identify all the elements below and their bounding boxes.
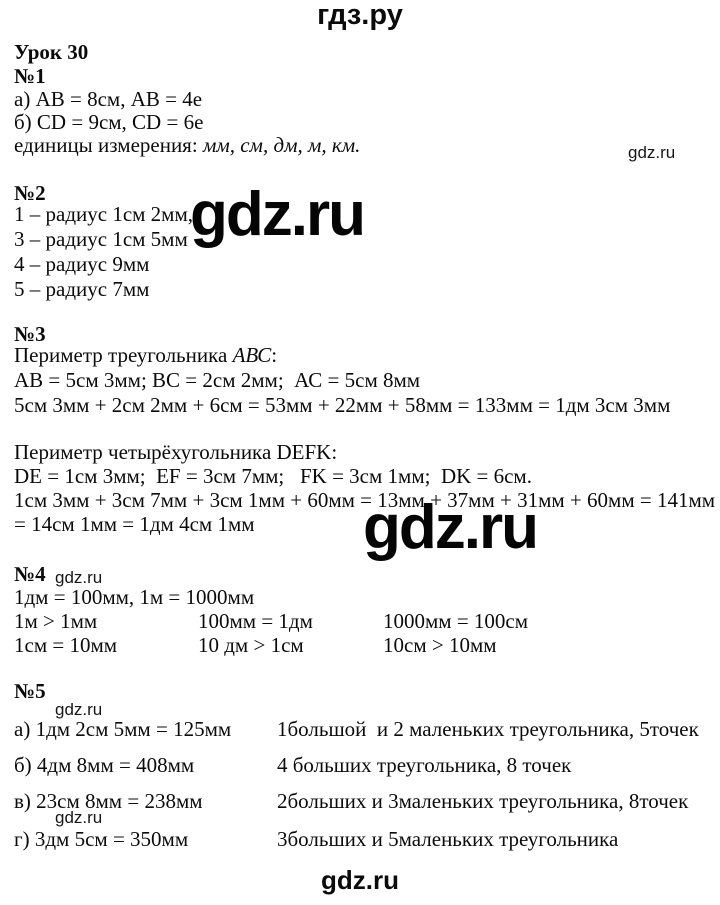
triangle-name: АВС (232, 343, 272, 367)
lesson-title: Урок 30 (14, 40, 89, 64)
task5-b-left: б) 4дм 8мм = 408мм (14, 753, 195, 777)
task2-line-5: 5 – радиус 7мм (14, 277, 150, 301)
task2-line-3: 3 – радиус 1см 5мм (14, 227, 188, 251)
task2-number: №2 (14, 181, 46, 205)
watermark-large-1: gdz.ru (190, 180, 364, 249)
task2-line-1: 1 – радиус 1см 2мм, (14, 202, 194, 226)
task3-quad-calc-1: 1см 3мм + 3см 7мм + 3см 1мм + 60мм = 13мм + 37мм + 31мм + 60мм = 141мм (14, 488, 716, 512)
task4-r1c1: 1м > 1мм (14, 609, 98, 633)
task3-quad-calc-2: = 14см 1мм = 1дм 4см 1мм (14, 512, 255, 536)
task3-triangle-calc: 5см 3мм + 2см 2мм + 6см = 53мм + 22мм + 58мм = 133мм = 1дм 3см 3мм (14, 393, 671, 417)
watermark-small-4: gdz.ru (55, 808, 103, 827)
task5-g-left: г) 3дм 5см = 350мм (14, 827, 189, 851)
task1-units-line (14, 134, 360, 158)
task5-g-right: 3больших и 5маленьких треугольника (277, 827, 619, 851)
task5-a-left: а) 1дм 2см 5мм = 125мм (14, 717, 232, 741)
task3-quad-title: Периметр четырёхугольника DEFK: (14, 440, 338, 464)
task4-r2c2: 10 дм > 1см (198, 633, 304, 657)
units-label: единицы измерения: (14, 133, 203, 157)
site-header: гдз.ру (317, 0, 403, 31)
task1-line-b: б) CD = 9см, CD = 6е (14, 110, 204, 134)
task3-number: №3 (14, 322, 46, 346)
task3-quad-sides: DE = 1см 3мм; EF = 3см 7мм; FK = 3см 1мм; DK = 6см. (14, 464, 532, 488)
task1-number: №1 (14, 64, 46, 88)
task5-b-right: 4 больших треугольника, 8 точек (277, 753, 572, 777)
units-list: мм, см, дм, м, км. (202, 133, 361, 157)
task4-r2c1: 1см = 10мм (14, 633, 118, 657)
task4-number: №4 (14, 562, 46, 586)
watermark-small-2: gdz.ru (55, 568, 103, 587)
task5-v-left: в) 23см 8мм = 238мм (14, 789, 203, 813)
triangle-colon: : (271, 343, 278, 367)
task3-triangle-sides: АВ = 5см 3мм; ВС = 2см 2мм; АС = 5см 8мм (14, 368, 421, 392)
task3-triangle-title (14, 344, 277, 368)
task5-a-right: 1большой и 2 маленьких треугольника, 5точек (277, 717, 699, 741)
task5-v-right: 2больших и 3маленьких треугольника, 8точек (277, 789, 689, 813)
watermark-small-3: gdz.ru (55, 700, 103, 719)
task4-r1c3: 1000мм = 100см (383, 609, 529, 633)
watermark-large-2: gdz.ru (363, 493, 537, 562)
watermark-small-1: gdz.ru (628, 143, 676, 162)
task5-number: №5 (14, 679, 46, 703)
task1-line-a: а) АВ = 8см, АВ = 4е (14, 87, 203, 111)
task4-r1c2: 100мм = 1дм (198, 609, 313, 633)
site-footer: gdz.ru (321, 865, 399, 895)
task4-intro: 1дм = 100мм, 1м = 1000мм (14, 585, 255, 609)
task2-line-4: 4 – радиус 9мм (14, 252, 150, 276)
triangle-label: Периметр треугольника (14, 343, 233, 367)
task4-r2c3: 10см > 10мм (383, 633, 497, 657)
